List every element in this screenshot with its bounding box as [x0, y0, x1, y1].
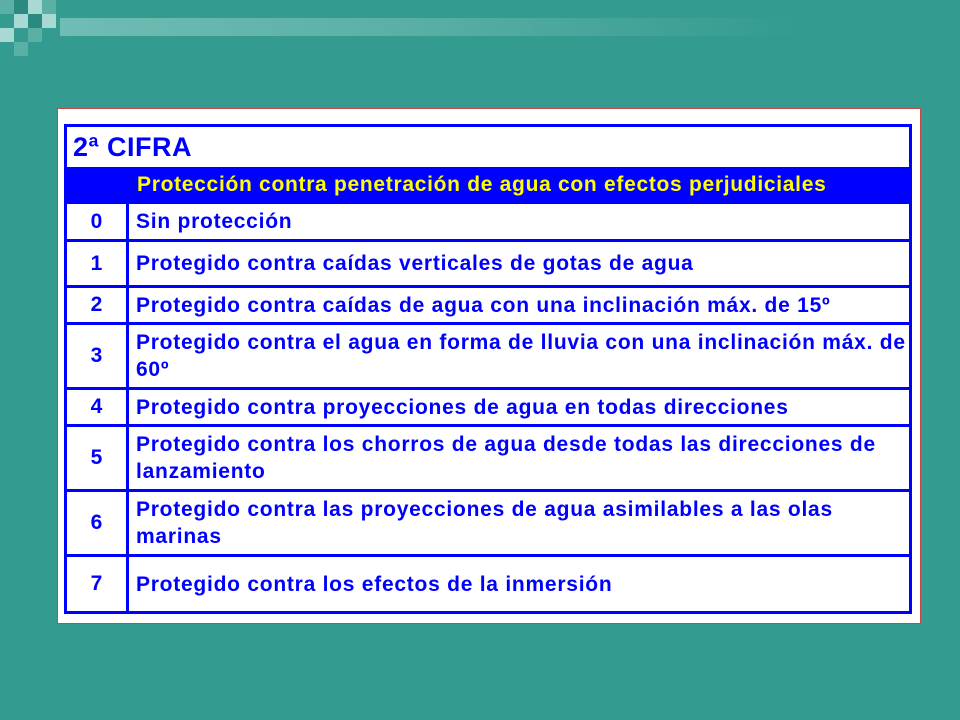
- ip-second-digit-table: [64, 124, 912, 614]
- decorative-square: [14, 42, 28, 56]
- row-code: 3: [67, 325, 126, 387]
- row-description: Sin protección: [129, 204, 909, 239]
- row-code: 1: [67, 242, 126, 285]
- decorative-band: [60, 18, 800, 36]
- row-code: 2: [67, 288, 126, 322]
- table-title: 2ª CIFRA: [67, 127, 909, 167]
- row-code: 7: [67, 557, 126, 611]
- row-code: 5: [67, 427, 126, 489]
- row-description: Protegido contra caídas verticales de gotas de agua: [129, 242, 909, 285]
- row-code: 6: [67, 492, 126, 554]
- decorative-square: [28, 0, 42, 14]
- row-code: 4: [67, 390, 126, 424]
- decorative-square: [14, 14, 28, 28]
- row-description: Protegido contra los chorros de agua desde todas las direcciones de lanzamiento: [129, 427, 909, 489]
- row-description: Protegido contra proyecciones de agua en todas direcciones: [129, 390, 909, 424]
- decorative-square: [14, 0, 28, 14]
- decorative-square: [42, 14, 56, 28]
- decorative-square: [0, 28, 14, 42]
- row-description: Protegido contra el agua en forma de lluvia con una inclinación máx. de 60º: [129, 325, 909, 387]
- decorative-square: [28, 28, 42, 42]
- decorative-square: [42, 0, 56, 14]
- decorative-square: [28, 14, 42, 28]
- decorative-square: [0, 0, 14, 14]
- table-header: Protección contra penetración de agua con efectos perjudiciales: [137, 173, 827, 196]
- row-description: Protegido contra los efectos de la inmersión: [129, 557, 909, 611]
- row-code: 0: [67, 204, 126, 239]
- row-description: Protegido contra caídas de agua con una inclinación máx. de 15º: [129, 288, 909, 322]
- row-description: Protegido contra las proyecciones de agua asimilables a las olas marinas: [129, 492, 909, 554]
